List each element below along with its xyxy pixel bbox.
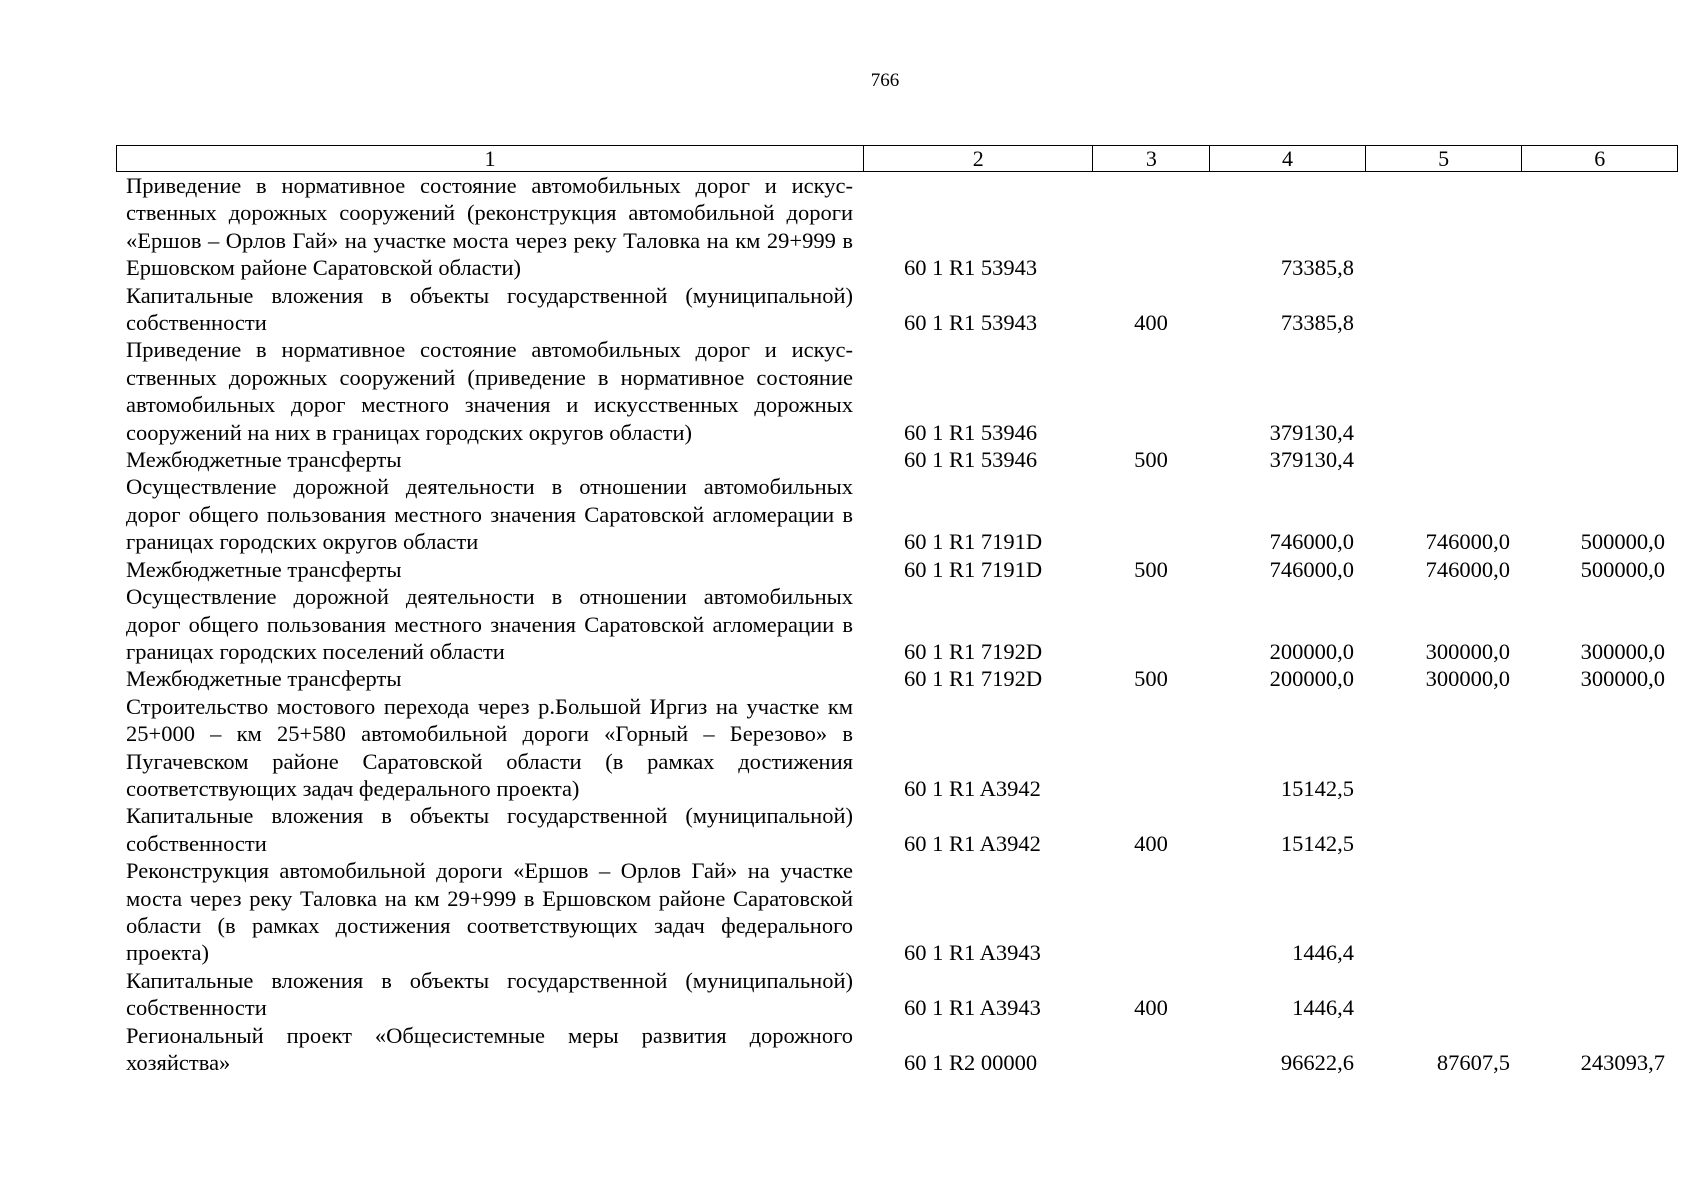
row-expense-type: 500	[1134, 447, 1168, 473]
row-description: Межбюджетные трансферты	[126, 556, 402, 582]
row-amount-year3: 300000,0	[1580, 638, 1665, 664]
row-amount-year1: 1446,4	[1292, 995, 1354, 1021]
row-description: Капитальные вложения в объекты государственной (муниципальной) собственности	[126, 282, 853, 336]
row-target-code: 60 1 R1 7191D	[904, 556, 1043, 582]
table-row	[116, 693, 1678, 803]
row-expense-type: 500	[1134, 666, 1168, 692]
table-row	[116, 282, 1678, 337]
row-target-code: 60 1 R1 A3943	[904, 995, 1041, 1021]
row-target-code: 60 1 R1 53943	[904, 310, 1038, 336]
row-description: Осуществление дорожной деятельности в отношении автомобильных дорог общего пользования местного значения Саратовской агломерации в границах городских округов области	[126, 474, 853, 555]
row-description: Региональный проект «Общесистемные меры развития дорожного хозяйства»	[126, 1022, 853, 1075]
column-header-6: 6	[1521, 146, 1677, 171]
budget-table	[116, 145, 1678, 1076]
table-row	[116, 172, 1678, 282]
row-target-code: 60 1 R1 7192D	[904, 638, 1043, 664]
column-header-5: 5	[1365, 146, 1522, 171]
row-amount-year1: 15142,5	[1280, 775, 1354, 801]
row-target-code: 60 1 R1 53946	[904, 419, 1038, 445]
row-amount-year1: 200000,0	[1269, 638, 1354, 664]
page-number: 766	[870, 70, 900, 91]
row-amount-year1: 379130,4	[1269, 447, 1354, 473]
row-description: Приведение в нормативное состояние автомобильных дорог и искусственных дорожных сооружений (приведение в нормативное состояние автомобильных дорог местного значения и искусственных дорожных сооружений на них в границах городских округов области)	[126, 337, 853, 445]
table-row	[116, 967, 1678, 1022]
row-amount-year1: 746000,0	[1269, 529, 1354, 555]
table-row	[116, 857, 1678, 967]
table-body	[116, 172, 1678, 1076]
row-amount-year1: 746000,0	[1269, 556, 1354, 582]
row-description: Капитальные вложения в объекты государственной (муниципальной) собственности	[126, 803, 853, 856]
row-amount-year1: 15142,5	[1280, 830, 1354, 856]
row-amount-year2: 300000,0	[1425, 666, 1510, 692]
row-amount-year3: 300000,0	[1580, 666, 1665, 692]
row-target-code: 60 1 R1 A3942	[904, 830, 1041, 856]
row-amount-year3: 243093,7	[1580, 1050, 1665, 1075]
row-amount-year1: 200000,0	[1269, 666, 1354, 692]
row-amount-year1: 73385,8	[1280, 255, 1354, 281]
row-target-code: 60 1 R1 7192D	[904, 666, 1043, 692]
table-row	[116, 336, 1678, 446]
table-row	[116, 583, 1678, 665]
row-description: Приведение в нормативное состояние автомобильных дорог и искусственных дорожных сооружений (реконструкция автомобильной дороги «Ершов – Орлов Гай» на участке моста через реку Таловка на км 29+999 в Ершовском районе Саратовской области)	[126, 173, 853, 281]
row-amount-year1: 73385,8	[1280, 310, 1354, 336]
row-amount-year2: 300000,0	[1425, 638, 1510, 664]
table-row	[116, 802, 1678, 857]
row-description: Строительство мостового перехода через р.Большой Иргиз на участке км 25+000 – км 25+580 автомобильной дороги «Горный – Березово» в Пугачевском районе Саратовской области (в рамках достижения соответствующих задач федерального проекта)	[126, 693, 853, 801]
row-amount-year2: 746000,0	[1425, 529, 1510, 555]
row-amount-year2: 746000,0	[1425, 556, 1510, 582]
row-amount-year3: 500000,0	[1580, 529, 1665, 555]
table-row	[116, 556, 1678, 583]
table-row	[116, 1022, 1678, 1077]
row-target-code: 60 1 R1 53943	[904, 255, 1038, 281]
row-expense-type: 400	[1134, 995, 1168, 1021]
column-header-3: 3	[1092, 146, 1209, 171]
row-description: Реконструкция автомобильной дороги «Ершов – Орлов Гай» на участке моста через реку Таловка на км 29+999 в Ершовском районе Саратовской области (в рамках достижения соответствующих задач федерального проекта)	[126, 858, 853, 966]
row-description: Капитальные вложения в объекты государственной (муниципальной) собственности	[126, 967, 853, 1021]
row-target-code: 60 1 R1 A3943	[904, 940, 1041, 966]
column-header-4: 4	[1209, 146, 1365, 171]
table-header-row	[116, 145, 1678, 172]
row-amount-year3: 500000,0	[1580, 556, 1665, 582]
column-header-2: 2	[863, 146, 1092, 171]
row-expense-type: 500	[1134, 556, 1168, 582]
row-target-code: 60 1 R1 53946	[904, 447, 1038, 473]
row-target-code: 60 1 R1 7191D	[904, 529, 1043, 555]
column-header-1: 1	[484, 146, 496, 171]
row-amount-year1: 96622,6	[1280, 1050, 1354, 1075]
row-target-code: 60 1 R1 A3942	[904, 775, 1041, 801]
table-row	[116, 446, 1678, 473]
row-amount-year2: 87607,5	[1436, 1050, 1510, 1075]
row-amount-year1: 379130,4	[1269, 419, 1354, 445]
row-expense-type: 400	[1134, 830, 1168, 856]
row-description: Осуществление дорожной деятельности в отношении автомобильных дорог общего пользования местного значения Саратовской агломерации в границах городских поселений области	[126, 584, 853, 664]
table-row	[116, 473, 1678, 555]
row-amount-year1: 1446,4	[1292, 940, 1354, 966]
row-description: Межбюджетные трансферты	[126, 666, 402, 692]
row-target-code: 60 1 R2 00000	[904, 1050, 1038, 1075]
table-row	[116, 665, 1678, 692]
row-description: Межбюджетные трансферты	[126, 447, 402, 473]
row-expense-type: 400	[1134, 310, 1168, 336]
